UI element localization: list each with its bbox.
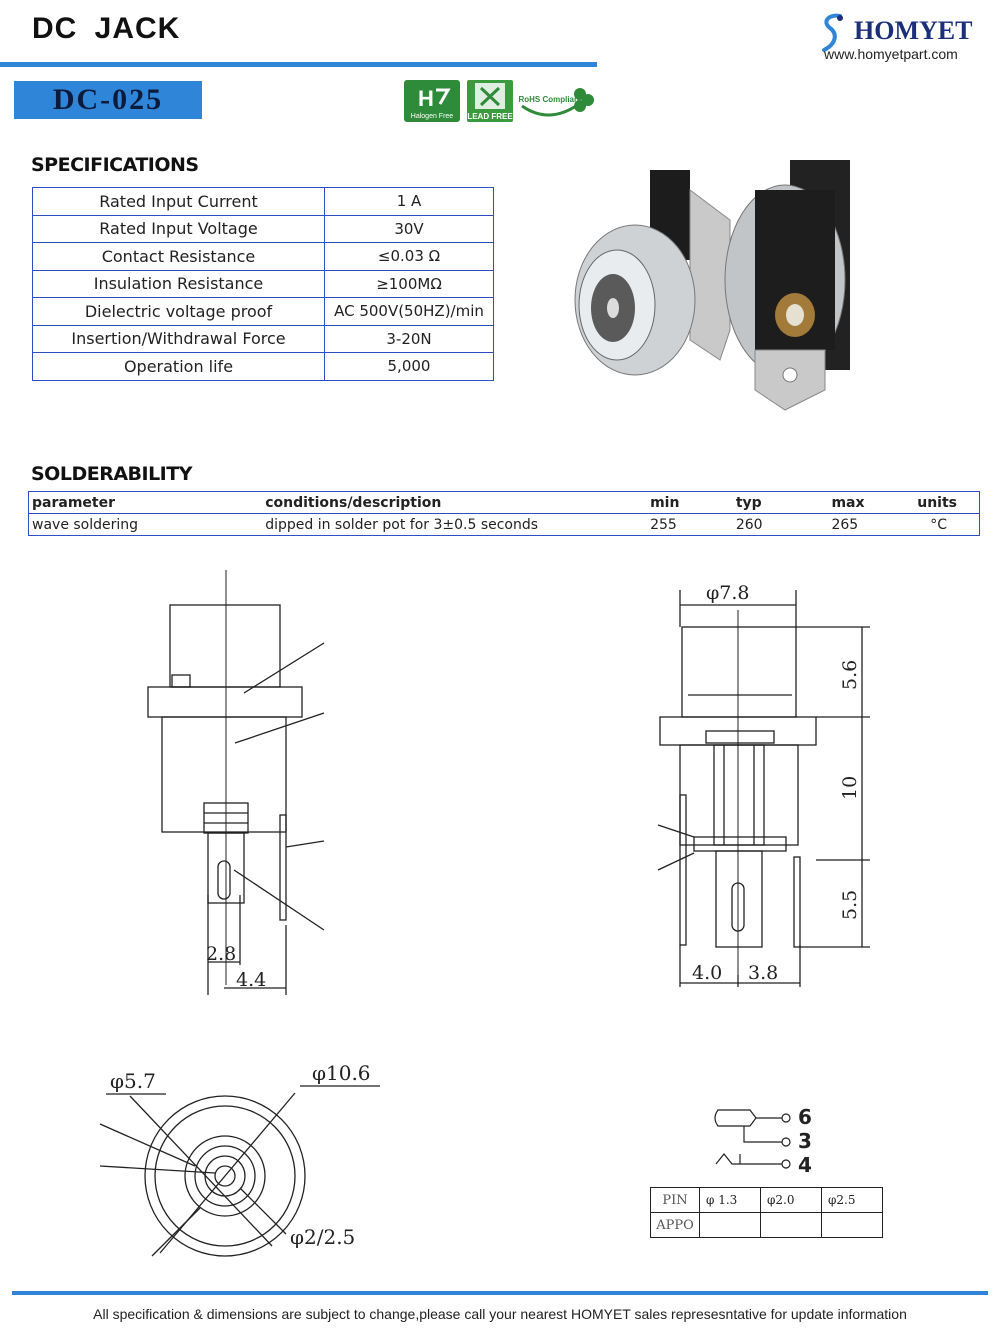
header-rule [0,62,597,67]
pin-schematic [700,1100,820,1180]
spec-value: ≤0.03 Ω [325,243,494,271]
spec-value: ≥100MΩ [325,270,494,298]
pin-table [650,1187,883,1238]
table-row [33,298,494,326]
cell-typ: 260 [735,516,763,533]
table-row [33,353,494,381]
table-row [33,243,494,271]
product-photo [555,150,875,420]
brand-url: www.homyetpart.com [824,46,958,62]
solderability-table [28,491,980,536]
spec-value: 1 A [325,188,494,216]
spec-value: 3-20N [325,325,494,353]
bottom-dim-phi-5-7: φ5.7 [110,1069,156,1093]
table-row [29,514,980,536]
front-dim-phi-7-8: φ7.8 [706,582,750,604]
spec-value: 30V [325,215,494,243]
lead-free-label: LEAD FREE [467,112,513,121]
pin-table-cell [761,1213,822,1238]
jack-terminal-left [690,190,730,360]
lead-free-icon [467,80,513,122]
spec-label: Rated Input Current [33,188,325,216]
halogen-free-badge [404,80,460,122]
pin-table-pin-header: PIN [651,1188,700,1213]
table-row [33,270,494,298]
spec-label: Insertion/Withdrawal Force [33,325,325,353]
cell-units: °C [930,516,947,533]
bottom-dim-phi-2-2-5: φ2/2.5 [290,1225,356,1249]
footer-note: All specification & dimensions are subject to change,please call your nearest HOMYET sales represesntative for update information [93,1306,907,1322]
page-title: DC JACK [32,12,181,45]
halogen-free-label: Halogen Free [410,113,454,120]
spec-label: Dielectric voltage proof [33,298,325,326]
halogen-free-icon [404,80,460,122]
spec-label: Rated Input Voltage [33,215,325,243]
pin-label-6: 6 [798,1105,812,1129]
svg-text:H: H [418,86,434,111]
table-row [33,215,494,243]
spec-label: Operation life [33,353,325,381]
rohs-label: RoHS Compliant [518,95,582,104]
specifications-table [32,187,494,381]
pin-table-appo: APPO [651,1213,700,1238]
front-dim-4-0: 4.0 [692,962,723,984]
table-row [33,188,494,216]
pin-table-cell [700,1213,761,1238]
specifications-heading: SPECIFICATIONS [31,154,199,176]
pin-table-col-2-5: φ2.5 [822,1188,883,1213]
rohs-badge [518,80,594,122]
rohs-leaf-icon [518,80,594,122]
pin-label-3: 3 [798,1129,812,1153]
footer-rule [12,1291,988,1295]
solderability-heading: SOLDERABILITY [31,463,192,485]
front-dim-10: 10 [839,775,861,800]
front-dim-5-6: 5.6 [839,659,861,690]
cell-conditions: dipped in solder pot for 3±0.5 seconds [265,516,539,533]
cell-max: 265 [831,516,859,533]
col-parameter: parameter [29,492,263,514]
pin-table-header-row [651,1188,883,1213]
front-dim-5-5: 5.5 [839,889,861,920]
cell-parameter: wave soldering [32,516,139,533]
table-row [33,325,494,353]
model-badge: DC-025 [14,81,202,119]
col-conditions: conditions/description [262,492,647,514]
pin-table-col-1-3: φ 1.3 [700,1188,761,1213]
spec-value: 5,000 [325,353,494,381]
cell-min: 255 [650,516,677,533]
front-dim-3-8: 3.8 [748,962,779,984]
pin-label-4: 4 [798,1153,812,1177]
bottom-dim-phi-10-6: φ10.6 [312,1061,371,1085]
col-max: max [828,492,914,514]
brand-block [814,10,984,64]
front-view-drawing [640,565,880,995]
col-units: units [914,492,979,514]
bottom-view-drawing [90,1058,400,1268]
pin-table-row [651,1213,883,1238]
pin-table-cell [822,1213,883,1238]
lead-free-badge [467,80,513,122]
pin-table-col-2-0: φ2.0 [761,1188,822,1213]
spec-value: AC 500V(50HZ)/min [325,298,494,326]
col-min: min [647,492,733,514]
side-dim-4-4: 4.4 [236,969,267,991]
col-typ: typ [733,492,829,514]
spec-label: Insulation Resistance [33,270,325,298]
brand-name: HOMYET [854,16,973,45]
spec-label: Contact Resistance [33,243,325,271]
solderability-header-row [29,492,980,514]
side-dim-2-8: 2.8 [206,943,237,965]
side-view-drawing [140,565,340,1005]
